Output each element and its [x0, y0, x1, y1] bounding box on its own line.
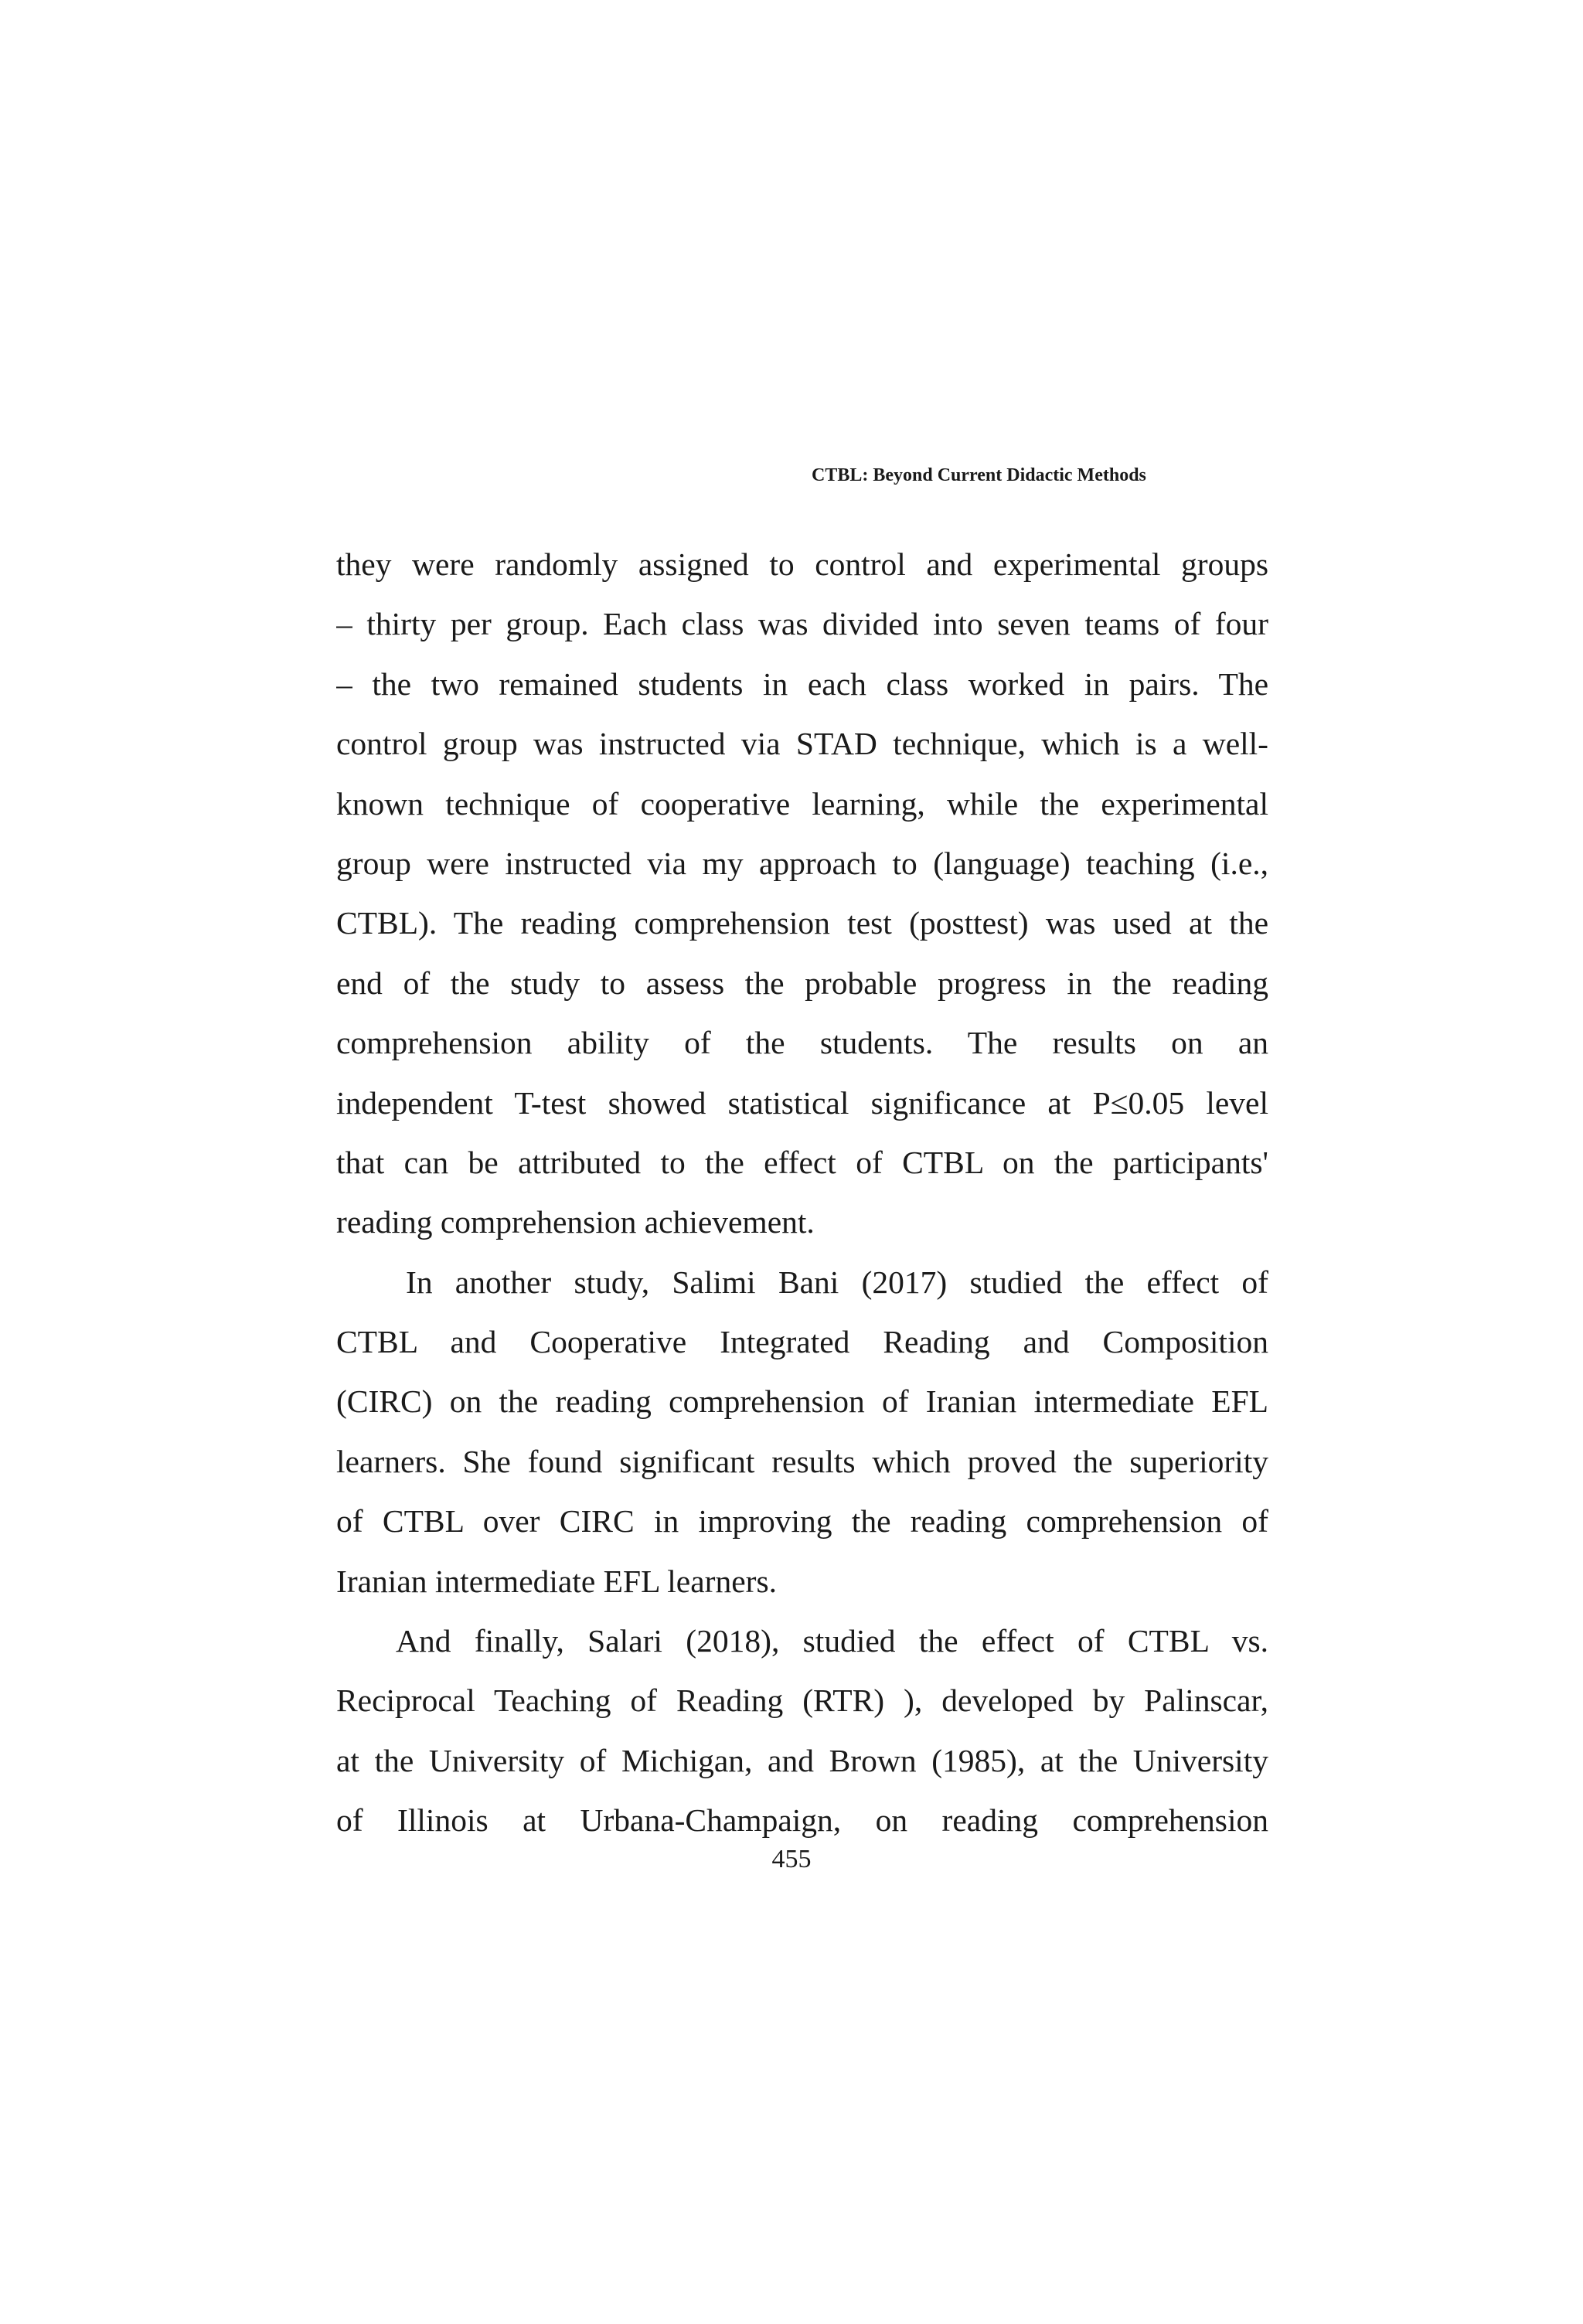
text-line: known technique of cooperative learning, while the experimental — [336, 785, 1268, 822]
text-line: learners. She found significant results which proved the superiority — [336, 1443, 1268, 1479]
page-number: 455 — [771, 1845, 812, 1873]
text-line: of CTBL over CIRC in improving the reading comprehension of — [336, 1503, 1268, 1540]
body-text — [336, 535, 1268, 1851]
text-line: they were randomly assigned to control and experimental groups — [336, 546, 1268, 582]
text-line: end of the study to assess the probable progress in the reading — [336, 965, 1268, 1001]
text-line: CTBL). The reading comprehension test (posttest) was used at the — [336, 905, 1268, 941]
text-line: In another study, Salimi Bani (2017) studied the effect of — [406, 1264, 1268, 1300]
text-line: – thirty per group. Each class was divided into seven teams of four — [336, 606, 1268, 642]
text-line: CTBL and Cooperative Integrated Reading and Composition — [336, 1324, 1268, 1360]
running-head: CTBL: Beyond Current Didactic Methods — [812, 465, 1146, 485]
text-line: that can be attributed to the effect of CTBL on the participants' — [336, 1144, 1268, 1180]
text-line: control group was instructed via STAD technique, which is a well- — [336, 726, 1268, 762]
text-line: – the two remained students in each class worked in pairs. The — [336, 665, 1268, 702]
text-line: of Illinois at Urbana-Champaign, on reading comprehension — [336, 1802, 1268, 1839]
text-line: Iranian intermediate EFL learners. — [336, 1563, 777, 1599]
text-line: (CIRC) on the reading comprehension of Iranian intermediate EFL — [336, 1383, 1268, 1420]
text-line: Reciprocal Teaching of Reading (RTR) ), developed by Palinscar, — [336, 1683, 1268, 1719]
text-line: independent T-test showed statistical significance at P≤0.05 level — [336, 1084, 1268, 1121]
text-line: reading comprehension achievement. — [336, 1204, 815, 1240]
text-line: comprehension ability of the students. The results on an — [336, 1025, 1268, 1061]
text-line: at the University of Michigan, and Brown (1985), at the University — [336, 1742, 1268, 1778]
text-line: And finally, Salari (2018), studied the effect of CTBL vs. — [396, 1623, 1268, 1659]
text-line: group were instructed via my approach to (language) teaching (i.e., — [336, 845, 1268, 881]
